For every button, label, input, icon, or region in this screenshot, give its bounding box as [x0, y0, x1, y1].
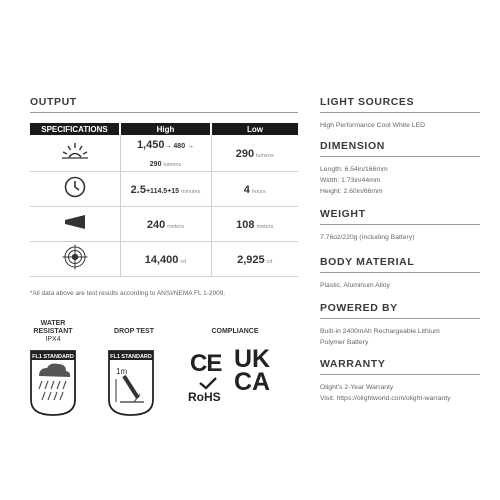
header-high: High	[120, 123, 211, 135]
ukca-mark: UK CA	[234, 345, 271, 396]
intensity-target-icon	[62, 244, 88, 270]
drop-test-badge-icon	[108, 350, 154, 416]
body-material-section: BODY MATERIAL Plastic, Aluminum Alloy	[320, 256, 480, 291]
high-intensity-value: 14,400	[144, 254, 179, 266]
table-row	[30, 172, 298, 207]
water-standard-label: FL1 STANDARD	[32, 354, 74, 360]
output-title: OUTPUT	[30, 96, 77, 108]
ansi-note: *All data above are test results according to ANSI/NEMA FL 1-2009.	[30, 290, 226, 297]
output-section	[30, 96, 298, 277]
table-row	[30, 135, 298, 172]
low-runtime-unit: hours	[251, 189, 266, 195]
water-resistant-label: WATER RESISTANT IPX4	[33, 320, 73, 343]
table-row	[30, 242, 298, 277]
powered-by-section: POWERED BY Built-in 2400mAh Rechargeable Lithium Polymer Battery	[320, 302, 480, 348]
light-sources-section: LIGHT SOURCES High Performance Cool White LED	[320, 96, 480, 131]
high-lumens-value: 1,450	[136, 139, 165, 151]
high-runtime-extra: +114.5+15	[145, 188, 180, 195]
dimension-section: DIMENSION Length: 6.54in/166mm Width: 1.73in/44mm Height: 2.60in/66mm	[320, 140, 480, 197]
header-low: Low	[211, 123, 298, 135]
compliance-label: COMPLIANCE	[211, 328, 259, 335]
high-runtime-value: 2.5	[130, 184, 146, 196]
header-specifications: SPECIFICATIONS	[30, 123, 120, 135]
low-distance-value: 108	[236, 219, 255, 231]
drop-standard-label: FL1 STANDARD	[110, 354, 152, 360]
low-distance-unit: meters	[256, 224, 274, 230]
drop-test-label: DROP TEST	[114, 328, 154, 335]
low-intensity-value: 2,925	[237, 254, 265, 266]
clock-icon	[63, 175, 87, 199]
spec-table	[30, 123, 298, 277]
low-lumens-value: 290	[235, 148, 255, 160]
high-lumens-unit: lumens	[163, 162, 182, 168]
low-runtime-value: 4	[243, 184, 250, 196]
output-rule	[30, 112, 298, 113]
rohs-mark: RoHS	[188, 390, 221, 404]
low-lumens-unit: lumens	[256, 153, 274, 159]
drop-height-label: 1m	[116, 367, 128, 376]
high-lumens-extra: → 480 → 290	[149, 143, 195, 168]
warranty-section: WARRANTY Olight's 2-Year Warranty Visit: https://olightworld.com/olight-warranty	[320, 358, 480, 404]
ce-mark: CE	[190, 350, 222, 377]
low-intensity-unit: cd	[266, 259, 273, 265]
high-runtime-unit: minutes	[181, 189, 201, 195]
badges-row	[30, 320, 300, 430]
beam-distance-icon	[63, 213, 87, 231]
high-intensity-unit: cd	[180, 259, 187, 265]
weight-section: WEIGHT 7.76oz/220g (Including Battery)	[320, 208, 480, 243]
high-distance-unit: meters	[167, 224, 185, 230]
rohs-check-icon	[196, 376, 220, 390]
water-resistant-badge-icon	[30, 350, 76, 416]
spec-header-row	[30, 123, 298, 135]
brightness-icon	[60, 141, 90, 161]
high-distance-value: 240	[146, 219, 166, 231]
table-row	[30, 207, 298, 242]
